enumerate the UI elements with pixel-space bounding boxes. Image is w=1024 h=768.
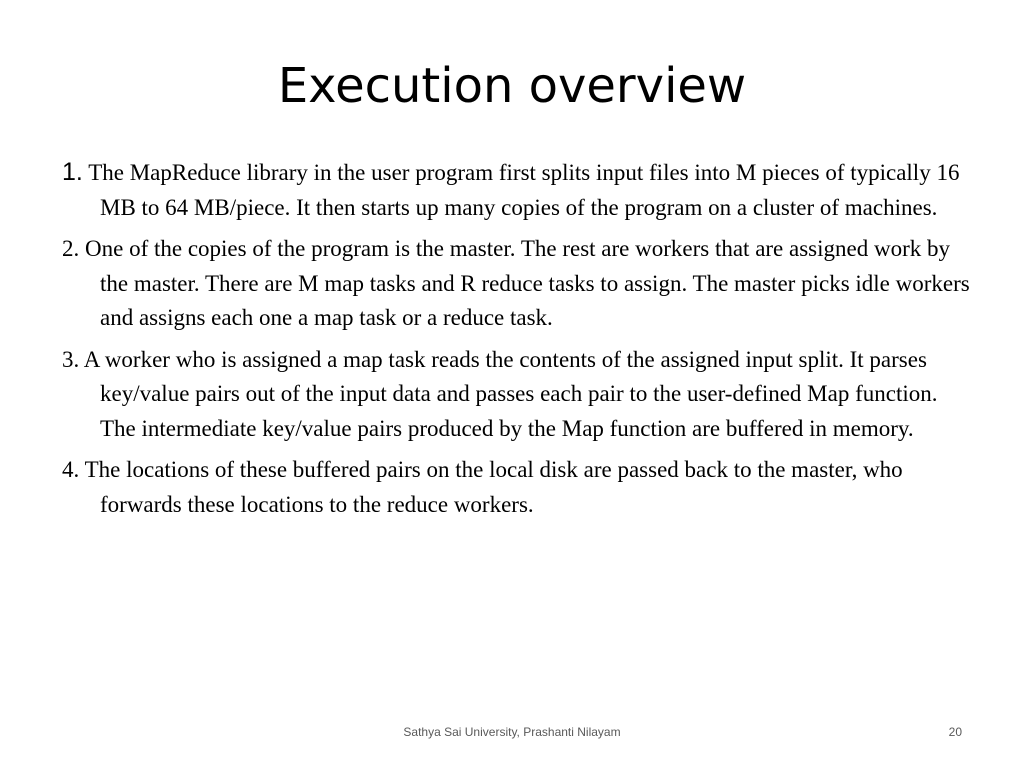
item-text: The MapReduce library in the user program first splits input files into M pieces of typically 16 MB to 64 MB/piece. It then starts up many copies of the program on a cluster of machines. — [88, 160, 960, 220]
list-item — [62, 155, 972, 225]
item-number: 2. — [62, 236, 80, 261]
item-text: A worker who is assigned a map task reads the contents of the assigned input split. It parses key/value pairs out of the input data and passes each pair to the user-defined Map function. The intermediate key/value pairs produced by the Map function are buffered in memory. — [83, 346, 938, 441]
item-text: One of the copies of the program is the master. The rest are workers that are assigned work by the master. There are M map tasks and R reduce tasks to assign. The master picks idle workers and assigns each one a map task or a reduce task. — [85, 236, 970, 330]
list-item — [62, 232, 972, 336]
item-number: 4. — [62, 457, 80, 482]
slide-body-list — [62, 155, 972, 529]
item-number: 1. — [62, 158, 83, 186]
item-number: 3. — [62, 346, 80, 372]
item-text: The locations of these buffered pairs on the local disk are passed back to the master, who forwards these locations to the reduce workers. — [84, 457, 903, 517]
list-item — [62, 453, 972, 522]
list-item — [62, 343, 972, 447]
page-number: 20 — [948, 725, 962, 739]
slide-title: Execution overview — [277, 58, 747, 114]
slide-footer: Sathya Sai University, Prashanti Nilayam — [403, 725, 621, 739]
